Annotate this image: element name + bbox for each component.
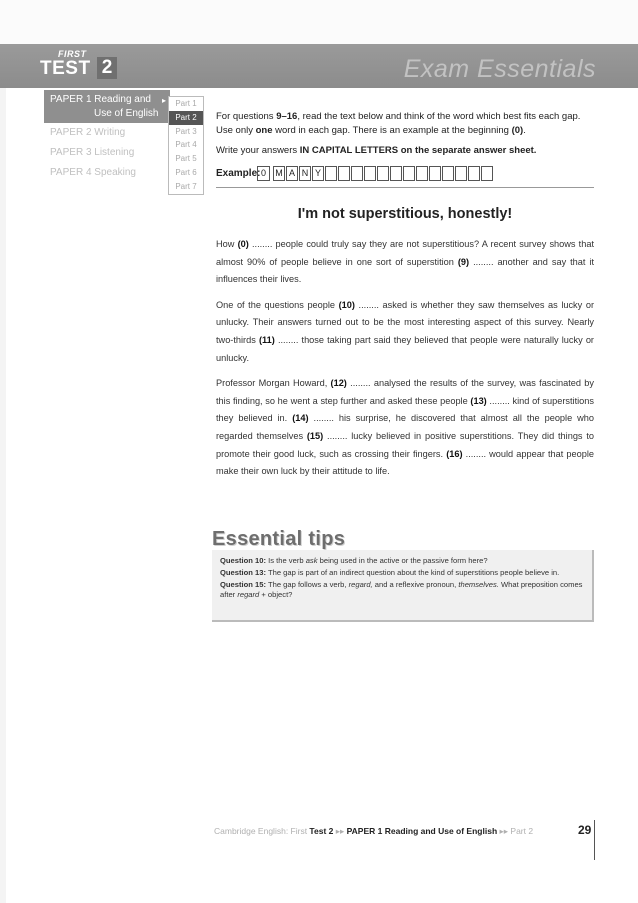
header-first-label: FIRST (58, 49, 87, 59)
page-header (0, 44, 638, 88)
text-run: ........ asked is whether they saw themselves as lucky or unlucky. Their answers turned out to be the most interesting aspect of this survey. Nearly two-thirds (216, 299, 594, 345)
text-run: ........ those taking part said they believed that people were naturally lucky or unlucky. (216, 334, 594, 363)
gap-number: (10) (338, 299, 355, 310)
gap-number: (13) (470, 395, 487, 406)
instr-capitals: IN CAPITAL LETTERS on the separate answer sheet. (299, 145, 537, 156)
tip-text: What preposition comes after (220, 580, 583, 599)
tip-italic: themselves. (458, 580, 499, 589)
text-run: ........ analysed the results of the survey, was fascinated by this finding, so he went a step further and asked these people (216, 378, 595, 406)
instructions (216, 110, 594, 165)
tip-italic: regard (237, 590, 260, 599)
letter-box (390, 166, 402, 181)
example-answer-boxes (257, 166, 494, 181)
instr-one: one (255, 124, 273, 136)
nav-paper-3[interactable]: PAPER 3 Listening (50, 147, 135, 158)
nav-part-4[interactable]: Part 4 (175, 140, 197, 150)
footer-arrow-icon: ▸▸ (497, 826, 511, 836)
letter-box (403, 166, 415, 181)
article-paragraph-2 (216, 297, 594, 367)
gap-number: (15) (306, 430, 324, 441)
letter-box (481, 166, 493, 181)
letter-box (364, 166, 376, 181)
nav-arrow-icon: ▸ (161, 96, 166, 105)
gap-number: (12) (330, 378, 347, 389)
top-margin (0, 0, 638, 44)
header-test-number: 2 (97, 57, 117, 79)
gap-number: (16) (446, 448, 463, 459)
nav-part-1[interactable]: Part 1 (175, 99, 197, 108)
text-run: ........ people could truly say they are not superstitious? A recent survey shows that almost 90% of people believe in one sort of superstition (216, 239, 594, 267)
nav-paper-1[interactable] (44, 90, 170, 123)
nav-paper-2[interactable]: PAPER 2 Writing (50, 127, 126, 138)
tip-italic: regard, (348, 580, 373, 589)
page-number: 29 (578, 823, 592, 837)
instr-text: word in each gap. There is an example at the beginning (272, 124, 512, 136)
text-run: How (216, 239, 238, 249)
tip-text: The gap is part of an indirect question about the kind of superstitions people believe in. (266, 568, 560, 577)
part-navigation (168, 96, 204, 195)
letter-box (325, 166, 337, 181)
footer-divider (594, 820, 595, 860)
footer-arrow-icon: ▸▸ (333, 826, 347, 836)
tip-label: Question 10: (220, 556, 266, 565)
tip-text: + object? (259, 590, 293, 599)
letter-box (455, 166, 467, 181)
instructions-line-1 (216, 110, 594, 137)
tips-heading: Essential tips (212, 528, 346, 550)
nav-part-2[interactable]: Part 2 (169, 111, 203, 125)
tip-question-13 (220, 568, 584, 578)
tip-text: Is the verb (266, 556, 306, 565)
tip-question-15 (220, 580, 584, 600)
text-run: ........ would appear that people make their own luck by their attitude to life. (216, 448, 595, 477)
instr-text: Write your answers (216, 145, 300, 156)
header-test-label: TEST (40, 58, 91, 79)
letter-box: Y (312, 166, 324, 181)
left-margin-strip (0, 88, 6, 903)
article-paragraph-3 (216, 375, 594, 481)
nav-part-6[interactable]: Part 6 (175, 167, 197, 177)
instr-text: , read the text below and think of the word which best fits each gap. Use only (216, 111, 581, 136)
header-section-title: Exam Essentials (403, 55, 596, 83)
tips-box (212, 550, 594, 622)
nav-paper-1-line1: PAPER 1 Reading and (50, 94, 151, 105)
footer-test: Test 2 (309, 826, 334, 836)
text-run: ........ another and say that it influences their lives. (216, 256, 594, 285)
article-title: I'm not superstitious, honestly! (297, 206, 513, 222)
paper-navigation (44, 90, 170, 183)
tip-text: and a reflexive pronoun, (372, 580, 459, 589)
example-row (216, 166, 594, 188)
letter-box (416, 166, 428, 181)
letter-box (429, 166, 441, 181)
letter-box (442, 166, 454, 181)
footer-book: Cambridge English: First (214, 826, 310, 836)
letter-box (377, 166, 389, 181)
letter-box (338, 166, 350, 181)
article-body (216, 236, 594, 489)
letter-box (468, 166, 480, 181)
nav-part-5[interactable]: Part 5 (175, 154, 197, 164)
footer-paper: PAPER 1 Reading and Use of English (346, 826, 498, 836)
text-run: Professor Morgan Howard, (216, 378, 331, 389)
letter-box: A (286, 166, 298, 181)
tip-italic: ask (305, 556, 318, 565)
text-run: ........ his surprise, he discovered that almost all the people who regarded themselves (216, 413, 595, 441)
tip-question-10 (220, 556, 584, 566)
gap-number: (14) (292, 413, 309, 424)
instructions-line-2 (216, 144, 594, 158)
nav-paper-1-line2: Use of English (94, 108, 159, 119)
gap-number: (0) (237, 239, 249, 249)
text-run: One of the questions people (216, 299, 339, 310)
gap-number: (9) (457, 256, 470, 267)
letter-box: N (299, 166, 311, 181)
nav-paper-4[interactable]: PAPER 4 Speaking (50, 167, 136, 178)
instr-text: . (523, 124, 526, 136)
letter-box (351, 166, 363, 181)
instr-range: 9–16 (276, 111, 298, 122)
text-run: ........ kind of superstitions they believed in. (216, 395, 594, 424)
page-footer (214, 823, 592, 837)
footer-part: Part 2 (510, 826, 534, 836)
gap-number: (11) (258, 334, 275, 345)
nav-part-3[interactable]: Part 3 (175, 126, 197, 136)
tip-text: being used in the active or the passive form here? (317, 556, 488, 565)
example-label: Example: (216, 168, 261, 179)
article-paragraph-1 (216, 236, 594, 289)
letter-box: M (273, 166, 285, 181)
example-number-box: 0 (257, 166, 270, 181)
tip-text: The gap follows a verb, (266, 580, 349, 589)
instr-zero: (0) (511, 124, 524, 136)
nav-part-7[interactable]: Part 7 (175, 181, 197, 191)
text-run: ........ lucky believed in positive superstitions. They did things to promote their good luck, such as crossing their fingers. (216, 430, 594, 459)
instr-text: For questions (216, 111, 277, 122)
tip-label: Question 15: (220, 580, 266, 589)
tip-label: Question 13: (220, 568, 266, 577)
